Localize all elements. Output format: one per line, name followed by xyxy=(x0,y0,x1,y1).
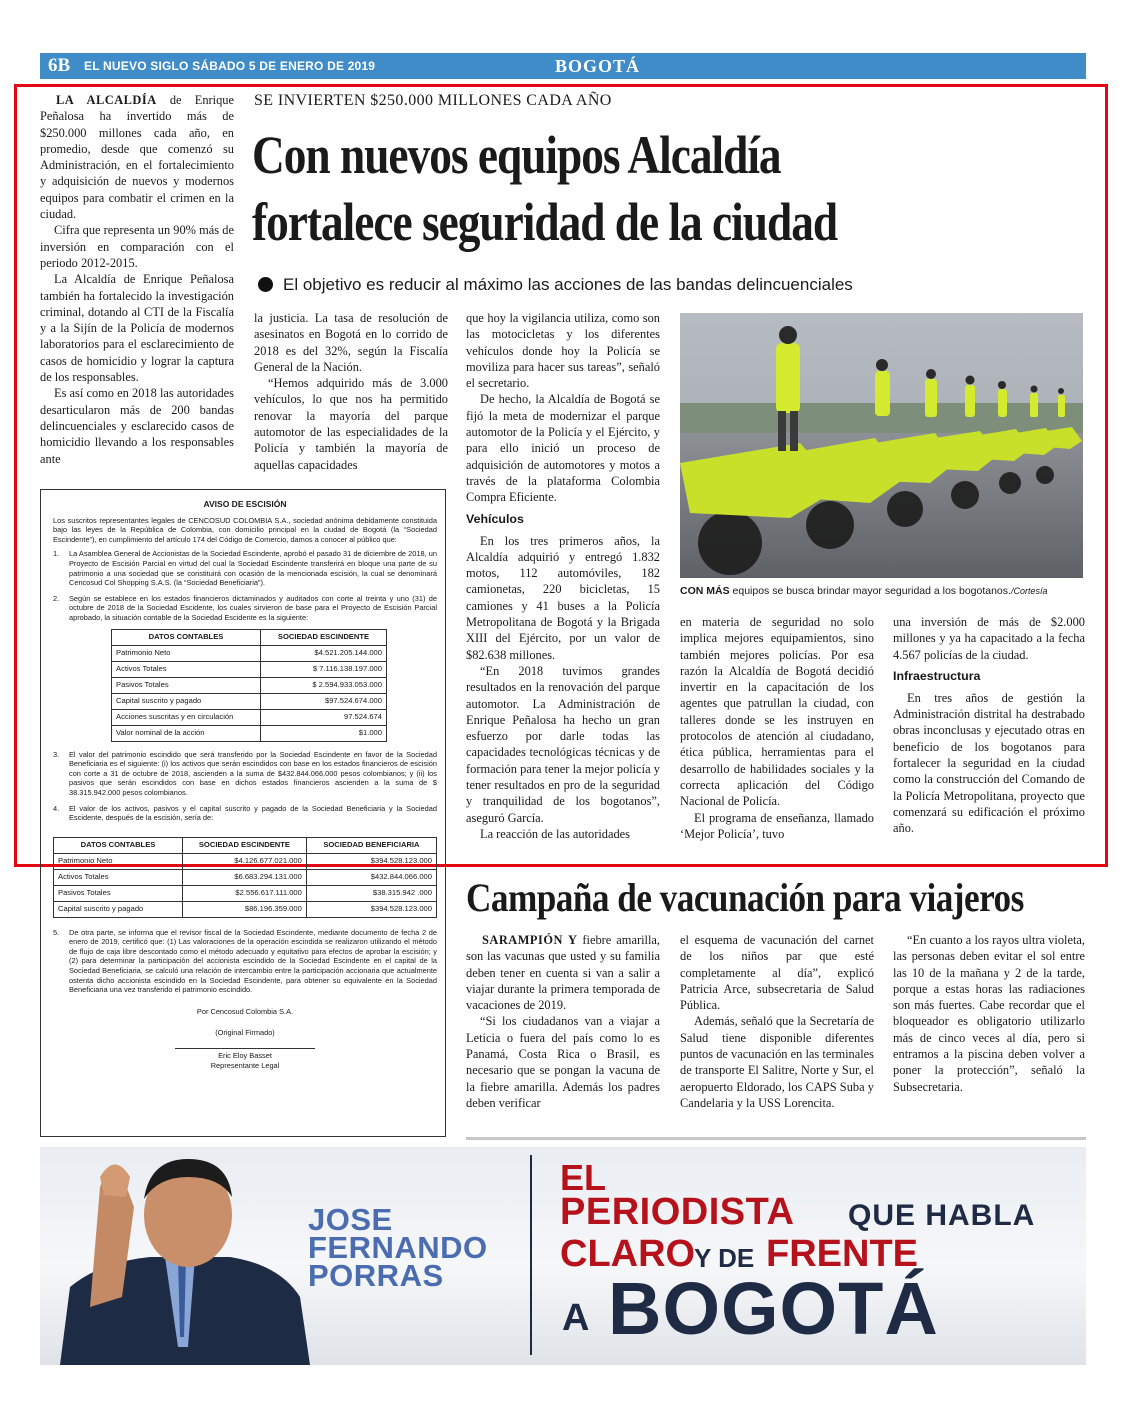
paragraph: Cifra que representa un 90% más de inversión en comparación con el periodo 2012-2015. xyxy=(40,223,234,270)
publication-line: EL NUEVO SIGLO SÁBADO 5 DE ENERO DE 2019 xyxy=(84,59,376,73)
paragraph: En tres años de gestión la Administración distrital ha destrabado obras inconclusas y ejecutado otras en beneficio de los bogotanos para fortalecer la seguridad en la ciudad como la construcción del Comando de la Policía Metropolitana, proyecto que comenzará su edificación el próximo año. xyxy=(893,690,1085,836)
table-row xyxy=(54,885,437,901)
paragraph: “Hemos adquirido más de 3.000 vehículos, lo que nos ha permitido renovar la mayoría del parque automotor de las especialidades de la Policía y también la mayoría de aquellas capacidades xyxy=(254,376,448,472)
table-header: SOCIEDAD ESCINDENTE xyxy=(261,629,387,645)
table-cell: $394.528.123.000 xyxy=(306,853,436,869)
table-header: DATOS CONTABLES xyxy=(112,629,261,645)
paragraph: en materia de seguridad no solo implica mejores equipamientos, sino también mejores policías. Por esa razón la Alcaldía de Bogotá decidió invertir en la capacitación de los agentes que patrullan la ciudad, con talleres donde se les instruyen en protocolos de atención al ciudadano, ética pública, herramientas para el desarrollo de habilidades sociales y la correcta aplicación del Código Nacional de Policía. xyxy=(680,615,874,809)
ad-line-quehabla: QUE HABLA xyxy=(848,1199,1036,1232)
table-cell: $ 2.594.933.053.000 xyxy=(261,677,387,693)
paragraph: “Si los ciudadanos van a viajar a Leticia o fuera del país como lo es Panamá, Costa Rica o Brasil, es necesario que se pongan la vacuna de la fiebre amarilla. Además los padres deben verificar xyxy=(466,1014,660,1110)
page-header xyxy=(40,53,1086,79)
article-subhead xyxy=(258,275,853,295)
paragraph: Además, señaló que la Secretaría de Salud tiene disponible diferentes puntos de vacunación en las terminales de transporte El Salitre, Norte y Sur, el aeropuerto Eldorado, los CAPS Suba y Candelaria y la USS Lorencita. xyxy=(680,1014,874,1110)
article-column-1 xyxy=(40,92,234,467)
ad-line-periodista: PERIODISTA xyxy=(560,1191,795,1233)
notice-title: AVISO DE ESCISIÓN xyxy=(203,499,287,509)
photo-credit: /Cortesía xyxy=(1010,586,1048,596)
paragraph: una inversión de más de $2.000 millones y ya ha capacitado a la fecha 4.567 policías de la ciudad. xyxy=(893,615,1085,662)
notice-item-text: De otra parte, se informa que el revisor fiscal de la Sociedad Escindente, mediante documento de fecha 2 de enero de 2019, certificó que: (1) Las valoraciones de la operación escindida se realizaron utilizando el método de flujo de caja libre descontado como el método adecuado y equitativo para efectos de aprobar la escisión; y (2) para determinar la participación del accionista escindido de la Sociedad Escindente en el capital de la Sociedad Beneficiaria, se calculó una relación de intercambio entre la participación accionaria que actualmente ostenta dicho accionista escindido en la Sociedad Escindente, para obtener su equivalente en la Sociedad Beneficiaria una vez transferido el patrimonio escindido. xyxy=(69,927,437,995)
subheading-infraestructura: Infraestructura xyxy=(893,668,981,683)
notice-item: 1. La Asamblea General de Accionistas de la Sociedad Escindente, aprobó el pasado 31 de diciembre de 2018, un Proyecto de Escisión Parcial en virtud del cual la Sociedad Escindente transferirá en bloque una parte de su patrimonio a una sociedad que se constituirá con ocasión de la mencionada escisión, la cual se denominará Cencosud Col Shopping S.A.S. (la “Sociedad Beneficiaria”). xyxy=(53,549,437,588)
table-cell: 97.524.674 xyxy=(261,709,387,725)
table-cell: $1.000 xyxy=(261,725,387,741)
paragraph: La Alcaldía de Enrique Peñalosa también ha fortalecido la investigación criminal, dotando al CTI de la Fiscalía y a la Sijín de la Policía de modernos laboratorios para el esclarecimiento de casos de homicidio y lograr la captura de los responsables. xyxy=(40,272,234,385)
subheading-vehiculos: Vehículos xyxy=(466,511,524,526)
notice-item-text: El valor del patrimonio escindido que será transferido por la Sociedad Escindente en favor de la Sociedad Beneficiaria es el siguiente: (i) los activos que serán escindidos con base en los estados financieros de escisión con corte a 31 de octubre de 2018, ascienden a la suma de $432.844.066.000 pesos colombianos; y (ii) los pasivos que serán escindidos con base en dichos estados financieros ascienden a la suma de $ 38.315.942.000 pesos colombianos. xyxy=(69,749,437,797)
table-cell: $ 7.116.138.197.000 xyxy=(261,661,387,677)
notice-item-text: Según se establece en los estados financieros dictaminados y auditados con corte al treinta y uno (31) de octubre de 2018 de la Sociedad Escidente, los cuales sirvieron de base para el Proyecto de Escisión Parcial aprobado, la situación contable de la Sociedad Escidente es la siguiente: xyxy=(69,593,437,622)
table-cell: Pasivos Totales xyxy=(54,885,183,901)
table-row xyxy=(112,661,387,677)
lead-in: SARAMPIÓN Y xyxy=(482,933,578,947)
ad-line-yde: Y DE xyxy=(694,1243,755,1273)
paragraph xyxy=(40,92,234,222)
table-row xyxy=(54,853,437,869)
paragraph: que hoy la vigilancia utiliza, como son las motocicletas y los diferentes vehículos donde hoy la Policía se moviliza para hacer sus tareas”, señaló el secretario. xyxy=(466,311,660,391)
headline-line-1: Con nuevos equipos Alcaldía xyxy=(252,125,781,185)
table-row xyxy=(112,693,387,709)
campaign-column-3 xyxy=(893,932,1085,1095)
accounting-table-2 xyxy=(53,837,437,918)
candidate-portrait xyxy=(60,1147,310,1365)
article-column-2 xyxy=(254,310,448,473)
paragraph xyxy=(466,932,660,1013)
table-cell: Acciones suscritas y en circulación xyxy=(112,709,261,725)
caption-lead: CON MÁS xyxy=(680,585,730,597)
bullet-icon xyxy=(258,277,273,292)
photo-caption xyxy=(680,585,1085,598)
legal-notice-box xyxy=(40,489,446,1137)
signature-line xyxy=(175,1048,315,1049)
paragraph: En los tres primeros años, la Alcaldía adquirió y entregó 1.832 motos, 112 automóviles, 182 camionetas, 220 bicicletas, 15 camiones y 41 buses a la Policía Metropolitana de Bogotá y la Brigada XIII del Ejército, por un valor de $82.638 millones. xyxy=(466,533,660,662)
table-row xyxy=(54,869,437,885)
ad-divider xyxy=(530,1155,532,1355)
signature-role: Representante Legal xyxy=(210,1060,280,1070)
notice-item: 4. El valor de los activos, pasivos y el capital suscrito y pagado de la Sociedad Beneficiaria y la Sociedad Escidente, después de la escisión, sería de: xyxy=(53,803,437,823)
table-row xyxy=(112,645,387,661)
paragraph: la justicia. La tasa de resolución de asesinatos en Bogotá en lo corrido de 2018 es del 32%, según la Fiscalía General de la Nación. xyxy=(254,311,448,374)
paragraph-text: fiebre amarilla, son las vacunas que usted y su familia deben tener en cuenta si van a salir a viajar durante la primera temporada de vacaciones de 2019. xyxy=(466,933,660,1013)
table-cell: $38.315.942 .000 xyxy=(306,885,436,901)
paragraph: El programa de enseñanza, llamado ‘Mejor Policía’, tuvo xyxy=(680,810,874,841)
article-column-5 xyxy=(893,614,1085,837)
table-row xyxy=(54,901,437,917)
candidate-name-line-2: FERNANDO xyxy=(308,1230,488,1265)
notice-item-text: El valor de los activos, pasivos y el capital suscrito y pagado de la Sociedad Beneficiaria y la Sociedad Escidente, después de la escisión, sería de: xyxy=(69,803,437,823)
table-row xyxy=(112,677,387,693)
article-photo xyxy=(680,313,1083,578)
signature-name: Eric Eloy Basset xyxy=(218,1051,272,1061)
table-cell: Valor nominal de la acción xyxy=(112,725,261,741)
campaign-advertisement xyxy=(40,1147,1086,1365)
signature-original: (Original Firmado) xyxy=(215,1028,275,1038)
table-header: DATOS CONTABLES xyxy=(54,837,183,853)
table-header: SOCIEDAD BENEFICIARIA xyxy=(306,837,436,853)
table-header: SOCIEDAD ESCINDENTE xyxy=(183,837,307,853)
lead-in: LA ALCALDÍA xyxy=(56,93,157,107)
paragraph-text: de Enrique Peñalosa ha invertido más de $250.000 millones cada año, en promedio, desde que comenzó su Administración, en el fortalecimiento y adquisición de nuevos y modernos equipos para combatir el crimen en la ciudad. xyxy=(40,93,234,222)
table-cell: $97.524.674.000 xyxy=(261,693,387,709)
page-number: 6B xyxy=(48,55,71,76)
caption-text: equipos se busca brindar mayor seguridad a los bogotanos. xyxy=(729,585,1011,597)
accounting-table-1 xyxy=(111,629,387,742)
candidate-name-line-1: JOSE xyxy=(308,1202,393,1237)
candidate-name-line-3: PORRAS xyxy=(308,1258,444,1293)
table-cell: Capital suscrito y pagado xyxy=(54,901,183,917)
paragraph: De hecho, la Alcaldía de Bogotá se fijó la meta de modernizar el parque automotor de la Policía y el Ejército, y para ello inició un proceso de adquisición de automotores y motos a través de la plataforma Colombia Compra Eficiente. xyxy=(466,392,660,505)
table-cell: $4.126.677.021.000 xyxy=(183,853,307,869)
article-headline xyxy=(252,122,924,256)
paragraph: “En cuanto a los rayos ultra violeta, las personas deben evitar el sol entre las 10 de la mañana y 2 de la tarde, porque a estas horas las radiaciones son más fuertes. Cabe recordar que el bloqueador es obligatorio utilizarlo más de cinco veces al día, pero si entramos a la piscina deben volver a poner la protección”, señaló la Subsecretaria. xyxy=(893,933,1085,1094)
ad-line-a: A xyxy=(562,1297,590,1339)
campaign-column-1 xyxy=(466,932,660,1111)
paragraph: el esquema de vacunación del carnet de los niños par que esté completamente al día”, explicó Patricia Arce, subsecretaria de Salud Pública. xyxy=(680,933,874,1013)
paragraph: “En 2018 tuvimos grandes resultados en la renovación del parque automotor. La Administración de Enrique Peñalosa ha hecho un gran esfuerzo por darle todas las capacidades tecnológicas técnicas y de formación para tener la mejor policía y tener resultados en pro de la seguridad y tranquilidad de los bogotanos”, aseguró García. xyxy=(466,663,660,825)
ad-line-el: EL xyxy=(560,1157,607,1198)
table-row xyxy=(112,725,387,741)
notice-intro: Los suscritos representantes legales de CENCOSUD COLOMBIA S.A., sociedad anónima debidamente constituida bajo las leyes de la República de Colombia, con domicilio principal en la ciudad de Bogotá (la “Sociedad Escindente”), en cumplimiento del artículo 174 del Código de Comercio, damos a conocer al público que: xyxy=(53,515,437,544)
table-cell: Activos Totales xyxy=(112,661,261,677)
table-cell: $394.528.123.000 xyxy=(306,901,436,917)
table-header-row xyxy=(112,629,387,645)
table-cell: Pasivos Totales xyxy=(112,677,261,693)
table-cell: $86.196.359.000 xyxy=(183,901,307,917)
notice-item: 2. Según se establece en los estados financieros dictaminados y auditados con corte al treinta y uno (31) de octubre de 2018 de la Sociedad Escidente, los cuales sirvieron de base para el Proyecto de Escisión Parcial aprobado, la situación contable de la Sociedad Escidente es la siguiente: xyxy=(53,593,437,622)
table-header-row xyxy=(54,837,437,853)
article-column-4 xyxy=(680,614,874,842)
table-cell: Activos Totales xyxy=(54,869,183,885)
paragraph: La reacción de las autoridades xyxy=(480,826,630,841)
notice-item: 5. De otra parte, se informa que el revisor fiscal de la Sociedad Escindente, mediante documento de fecha 2 de enero de 2019, certificó que: (1) Las valoraciones de la operación escindida se realizaron utilizando el método de flujo de caja libre descontado como el método adecuado y equitativo para efectos de aprobar la escisión; y (2) para determinar la participación del accionista escindido de la Sociedad Escindente en el capital de la Sociedad Beneficiaria, se calculó una relación de intercambio entre la participación accionaria que actualmente ostenta dicho accionista escindido en la Sociedad Escindente, para obtener su equivalente en la Sociedad Beneficiaria una vez transferido el patrimonio escindido. xyxy=(53,927,437,995)
table-cell: $6.683.294.131.000 xyxy=(183,869,307,885)
ad-line-bogota: BOGOTÁ xyxy=(608,1267,939,1350)
paragraph: Es así como en 2018 las autoridades desarticularon más de 200 bandas delincuenciales y esclarecido casos de homicidio llevando a los responsables ante xyxy=(40,386,234,466)
ad-line-frente: FRENTE xyxy=(766,1233,918,1275)
divider xyxy=(466,1137,1086,1140)
ad-line-claro: CLARO xyxy=(560,1233,696,1275)
table-cell: Patrimonio Neto xyxy=(112,645,261,661)
signature-company: Por Cencosud Colombia S.A. xyxy=(196,1006,294,1016)
notice-item: 3. El valor del patrimonio escindido que será transferido por la Sociedad Escindente en favor de la Sociedad Beneficiaria es el siguiente: (i) los activos que serán escindidos con base en los estados financieros de escisión con corte a 31 de octubre de 2018, ascienden a la suma de $432.844.066.000 pesos colombianos; y (ii) los pasivos que serán escindidos con base en dichos estados financieros ascienden a la suma de $ 38.315.942.000 pesos colombianos. xyxy=(53,749,437,797)
table-cell: Capital suscrito y pagado xyxy=(112,693,261,709)
police-motorcycles-photo xyxy=(680,313,1083,578)
table-row xyxy=(112,709,387,725)
table-cell: Patrimonio Neto xyxy=(54,853,183,869)
notice-item-text: La Asamblea General de Accionistas de la Sociedad Escindente, aprobó el pasado 31 de diciembre de 2018, un Proyecto de Escisión Parcial en virtud del cual la Sociedad Escindente transferirá en bloque una parte de su patrimonio a una sociedad que se constituirá con ocasión de la mencionada escisión, la cual se denominará Cencosud Col Shopping S.A.S. (la “Sociedad Beneficiaria”). xyxy=(69,549,437,588)
article-column-3 xyxy=(466,310,660,842)
campaign-column-2 xyxy=(680,932,874,1111)
table-cell: $432.844.066.000 xyxy=(306,869,436,885)
headline-line-2: fortalece seguridad de la ciudad xyxy=(252,192,838,252)
table-cell: $4.521.205.144.000 xyxy=(261,645,387,661)
campaign-headline: Campaña de vacunación para viajeros xyxy=(466,875,1024,920)
table-cell: $2.556.617.111.000 xyxy=(183,885,307,901)
article-kicker: SE INVIERTEN $250.000 MILLONES CADA AÑO xyxy=(254,92,612,109)
subhead-text: El objetivo es reducir al máximo las acciones de las bandas delincuenciales xyxy=(283,275,853,294)
section-title: BOGOTÁ xyxy=(555,56,641,76)
